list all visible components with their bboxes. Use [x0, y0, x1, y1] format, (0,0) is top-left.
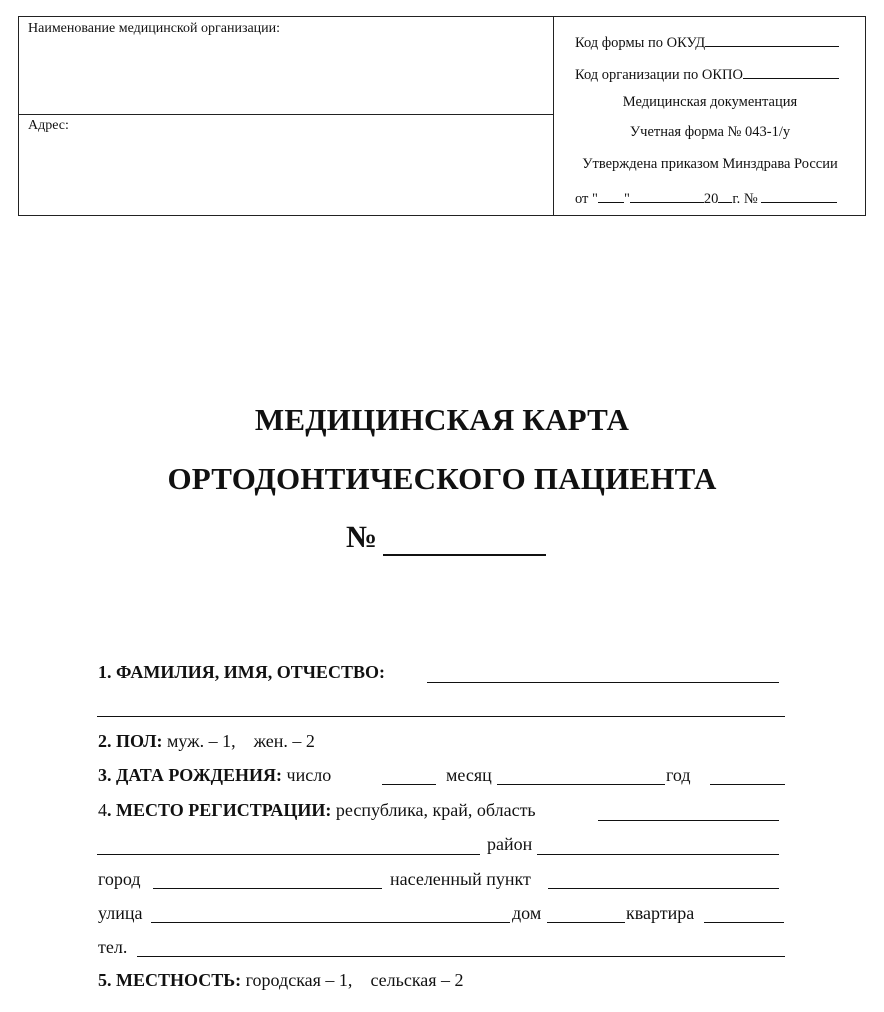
card-number-field[interactable] — [383, 554, 546, 556]
order-date-from: от " — [575, 191, 598, 207]
order-month-field[interactable] — [630, 188, 704, 203]
order-number-label: г. № — [732, 191, 758, 207]
form-number-label: Учетная форма № 043-1/у — [629, 124, 791, 140]
city-field[interactable] — [153, 888, 382, 889]
region-field-continued[interactable] — [97, 854, 480, 855]
organization-name-label: Наименование медицинской организации: — [28, 21, 281, 36]
medical-documentation-label: Медицинская документация — [622, 94, 798, 110]
registration-number: 4 — [98, 800, 107, 820]
district-label: район — [487, 834, 533, 854]
street-label: улица — [98, 903, 143, 923]
birth-date-row — [98, 765, 331, 786]
birth-day-label: число — [286, 765, 332, 785]
birth-month-label: месяц — [446, 765, 492, 785]
organization-name-field[interactable] — [19, 17, 554, 115]
okpo-label: Код организации по ОКПО — [575, 67, 743, 83]
birth-day-field[interactable] — [382, 784, 436, 785]
document-title-line-1: МЕДИЦИНСКАЯ КАРТА — [254, 402, 630, 437]
house-field[interactable] — [547, 922, 625, 923]
order-year-prefix: 20 — [703, 191, 719, 207]
order-day-field[interactable] — [598, 188, 624, 203]
document-title-line-2: ОРТОДОНТИЧЕСКОГО ПАЦИЕНТА — [167, 461, 717, 496]
header-box — [18, 16, 866, 216]
apartment-label: квартира — [626, 903, 695, 923]
locality-row — [98, 970, 464, 991]
region-field[interactable] — [598, 820, 779, 821]
sex-label: 2. ПОЛ: — [98, 731, 163, 751]
settlement-label: населенный пункт — [390, 869, 531, 889]
region-label: республика, край, область — [335, 800, 536, 820]
address-field[interactable] — [19, 114, 554, 215]
okpo-field[interactable] — [743, 64, 839, 79]
form-info — [555, 17, 865, 215]
fio-label: 1. ФАМИЛИЯ, ИМЯ, ОТЧЕСТВО: — [98, 662, 385, 682]
card-number-sign: № — [346, 519, 378, 554]
registration-row — [98, 800, 536, 821]
order-year-field[interactable] — [718, 188, 732, 203]
okud-line — [575, 32, 839, 52]
okpo-line — [575, 64, 839, 84]
locality-option-urban[interactable]: городская – 1, — [245, 970, 353, 990]
apartment-field[interactable] — [704, 922, 784, 923]
sex-row — [98, 731, 315, 752]
settlement-field[interactable] — [548, 888, 779, 889]
fio-field-continued[interactable] — [97, 716, 785, 717]
registration-label: . МЕСТО РЕГИСТРАЦИИ: — [107, 800, 332, 820]
city-label: город — [98, 869, 141, 889]
order-date-quote: " — [623, 191, 630, 207]
order-date-line — [575, 188, 837, 208]
birth-year-label: год — [666, 765, 691, 785]
street-field[interactable] — [151, 922, 510, 923]
birth-month-field[interactable] — [497, 784, 665, 785]
birth-year-field[interactable] — [710, 784, 785, 785]
okud-label: Код формы по ОКУД — [575, 35, 706, 51]
approved-by-label: Утверждена приказом Минздрава России — [582, 156, 838, 172]
order-number-field[interactable] — [761, 188, 837, 203]
okud-field[interactable] — [705, 32, 839, 47]
birth-date-label: 3. ДАТА РОЖДЕНИЯ: — [98, 765, 283, 785]
district-field[interactable] — [537, 854, 779, 855]
phone-field[interactable] — [137, 956, 785, 957]
locality-label: 5. МЕСТНОСТЬ: — [98, 970, 242, 990]
locality-option-rural[interactable]: сельская – 2 — [370, 970, 464, 990]
address-label: Адрес: — [28, 118, 69, 133]
fio-field[interactable] — [427, 682, 779, 683]
house-label: дом — [512, 903, 542, 923]
sex-option-female[interactable]: жен. – 2 — [253, 731, 315, 751]
sex-option-male[interactable]: муж. – 1, — [167, 731, 236, 751]
phone-label: тел. — [98, 937, 128, 957]
